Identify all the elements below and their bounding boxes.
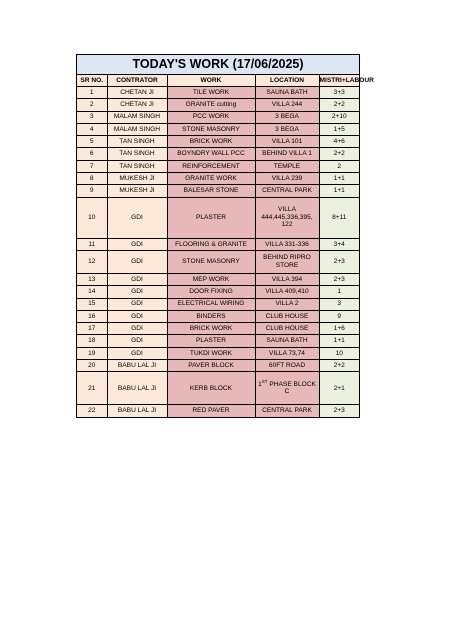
sr-cell: 15: [77, 298, 107, 310]
sr-cell: 8: [77, 173, 107, 185]
mistri-labour-cell: 4+6: [319, 136, 359, 148]
work-cell: GRANITE WORK: [167, 173, 255, 185]
sr-cell: 2: [77, 99, 107, 111]
header-row: [77, 75, 359, 87]
mistri-labour-cell: 3: [319, 298, 359, 310]
sr-cell: 3: [77, 111, 107, 123]
contractor-cell: GDI: [107, 298, 167, 310]
table-row: [77, 148, 359, 160]
location-cell: VILLA 409,410: [255, 286, 319, 298]
mistri-labour-cell: 3+3: [319, 87, 359, 99]
sr-cell: 19: [77, 347, 107, 359]
work-cell: TILE WORK: [167, 87, 255, 99]
mistri-labour-cell: 9: [319, 310, 359, 322]
location-cell: VILLA 73,74: [255, 347, 319, 359]
work-cell: PLASTER: [167, 197, 255, 238]
contractor-cell: TAN SINGH: [107, 160, 167, 172]
location-cell: CENTRAL PARK: [255, 405, 319, 417]
table-row: [77, 160, 359, 172]
header-sr-no: SR NO.: [77, 75, 107, 87]
location-cell: CENTRAL PARK: [255, 185, 319, 197]
table-row: [77, 238, 359, 250]
location-cell: BEHIND VILLA 1: [255, 148, 319, 160]
contractor-cell: BABU LAL JI: [107, 360, 167, 372]
mistri-labour-cell: 1+6: [319, 323, 359, 335]
contractor-cell: GDI: [107, 310, 167, 322]
location-cell: TEMPLE: [255, 160, 319, 172]
header-location: LOCATION: [255, 75, 319, 87]
mistri-labour-cell: 1: [319, 286, 359, 298]
work-cell: TUKDI WORK: [167, 347, 255, 359]
mistri-labour-cell: 10: [319, 347, 359, 359]
location-number: 1: [258, 380, 262, 388]
contractor-cell: GDI: [107, 250, 167, 273]
location-cell: VILLA 394: [255, 273, 319, 285]
mistri-labour-cell: 2+3: [319, 273, 359, 285]
contractor-cell: TAN SINGH: [107, 148, 167, 160]
mistri-labour-cell: 2+2: [319, 360, 359, 372]
contractor-cell: TAN SINGH: [107, 136, 167, 148]
location-cell: CLUB HOUSE: [255, 310, 319, 322]
work-cell: KERB BLOCK: [167, 372, 255, 405]
contractor-cell: GDI: [107, 323, 167, 335]
sr-cell: 5: [77, 136, 107, 148]
location-cell: 3 BEGA: [255, 123, 319, 135]
location-cell: [255, 372, 319, 405]
work-cell: BALESAR STONE: [167, 185, 255, 197]
table-row: [77, 286, 359, 298]
location-cell: VILLA 2: [255, 298, 319, 310]
work-cell: RED PAVER: [167, 405, 255, 417]
contractor-cell: CHETAN JI: [107, 99, 167, 111]
sr-cell: 21: [77, 372, 107, 405]
location-cell: VILLA 444,445,336,395, 122: [255, 197, 319, 238]
mistri-labour-cell: 2+2: [319, 148, 359, 160]
sr-cell: 11: [77, 238, 107, 250]
table-row: [77, 99, 359, 111]
mistri-labour-cell: 1+1: [319, 185, 359, 197]
contractor-cell: MALAM SINGH: [107, 123, 167, 135]
mistri-labour-cell: 2+3: [319, 250, 359, 273]
mistri-labour-cell: 2: [319, 160, 359, 172]
work-cell: MEP WORK: [167, 273, 255, 285]
sr-cell: 18: [77, 335, 107, 347]
location-ordinal-suffix: ST: [261, 378, 268, 384]
table-row: [77, 250, 359, 273]
location-cell: 3 BEGA: [255, 111, 319, 123]
location-cell: VILLA 101: [255, 136, 319, 148]
work-cell: PCC WORK: [167, 111, 255, 123]
sr-cell: 13: [77, 273, 107, 285]
table-row: [77, 360, 359, 372]
location-cell: 60FT ROAD: [255, 360, 319, 372]
table-row: [77, 323, 359, 335]
table-row: [77, 310, 359, 322]
sr-cell: 6: [77, 148, 107, 160]
work-cell: BOYNDRY WALL PCC: [167, 148, 255, 160]
sr-cell: 12: [77, 250, 107, 273]
table-row: [77, 173, 359, 185]
location-text: PHASE BLOCK C: [267, 380, 316, 396]
header-contractor: CONTRATOR: [107, 75, 167, 87]
work-cell: STONE MASONRY: [167, 250, 255, 273]
contractor-cell: GDI: [107, 286, 167, 298]
contractor-cell: GDI: [107, 197, 167, 238]
header-mistri-labour: MISTRI+LABOUR: [319, 75, 359, 87]
mistri-labour-cell: 3+4: [319, 238, 359, 250]
sr-cell: 20: [77, 360, 107, 372]
header-work: WORK: [167, 75, 255, 87]
location-cell: SAUNA BATH: [255, 335, 319, 347]
table-row: [77, 405, 359, 417]
mistri-labour-cell: 1+1: [319, 335, 359, 347]
table-row: [77, 335, 359, 347]
mistri-labour-cell: 2+3: [319, 405, 359, 417]
table-row: [77, 87, 359, 99]
mistri-labour-cell: 2+10: [319, 111, 359, 123]
contractor-cell: GDI: [107, 273, 167, 285]
table-row: [77, 111, 359, 123]
sr-cell: 4: [77, 123, 107, 135]
sr-cell: 14: [77, 286, 107, 298]
contractor-cell: BABU LAL JI: [107, 405, 167, 417]
sr-cell: 22: [77, 405, 107, 417]
mistri-labour-cell: 1+5: [319, 123, 359, 135]
contractor-cell: GDI: [107, 347, 167, 359]
table-row: [77, 372, 359, 405]
table-row: [77, 197, 359, 238]
work-cell: DOOR FIXING: [167, 286, 255, 298]
location-cell: SAUNA BATH: [255, 87, 319, 99]
table-row: [77, 347, 359, 359]
sr-cell: 10: [77, 197, 107, 238]
sheet-title: TODAY'S WORK (17/06/2025): [77, 55, 359, 75]
sr-cell: 1: [77, 87, 107, 99]
table-row: [77, 123, 359, 135]
location-cell: BEHIND RIPRO STORE: [255, 250, 319, 273]
contractor-cell: MALAM SINGH: [107, 111, 167, 123]
work-cell: BINDERS: [167, 310, 255, 322]
contractor-cell: GDI: [107, 335, 167, 347]
mistri-labour-cell: 1+1: [319, 173, 359, 185]
work-cell: GRANITE cutting: [167, 99, 255, 111]
work-cell: FLOORING & GRANITE: [167, 238, 255, 250]
work-cell: STONE MASONRY: [167, 123, 255, 135]
table-row: [77, 185, 359, 197]
table-row: [77, 298, 359, 310]
contractor-cell: MUKESH JI: [107, 185, 167, 197]
work-cell: PLASTER: [167, 335, 255, 347]
work-cell: ELECTRICAL WIRING: [167, 298, 255, 310]
location-cell: CLUB HOUSE: [255, 323, 319, 335]
sr-cell: 17: [77, 323, 107, 335]
work-table: [77, 75, 374, 417]
contractor-cell: CHETAN JI: [107, 87, 167, 99]
contractor-cell: GDI: [107, 238, 167, 250]
sr-cell: 9: [77, 185, 107, 197]
work-cell: PAVER BLOCK: [167, 360, 255, 372]
contractor-cell: MUKESH JI: [107, 173, 167, 185]
location-cell: VILLA 239: [255, 173, 319, 185]
mistri-labour-cell: 8+11: [319, 197, 359, 238]
work-cell: REINFORCEMENT: [167, 160, 255, 172]
table-row: [77, 136, 359, 148]
table-row: [77, 273, 359, 285]
mistri-labour-cell: 2+1: [319, 372, 359, 405]
work-sheet: [76, 54, 374, 418]
sr-cell: 16: [77, 310, 107, 322]
contractor-cell: BABU LAL JI: [107, 372, 167, 405]
location-cell: VILLA 331-336: [255, 238, 319, 250]
sr-cell: 7: [77, 160, 107, 172]
work-cell: BRICK WORK: [167, 136, 255, 148]
work-cell: BRICK WORK: [167, 323, 255, 335]
location-cell: VILLA 244: [255, 99, 319, 111]
mistri-labour-cell: 2+2: [319, 99, 359, 111]
